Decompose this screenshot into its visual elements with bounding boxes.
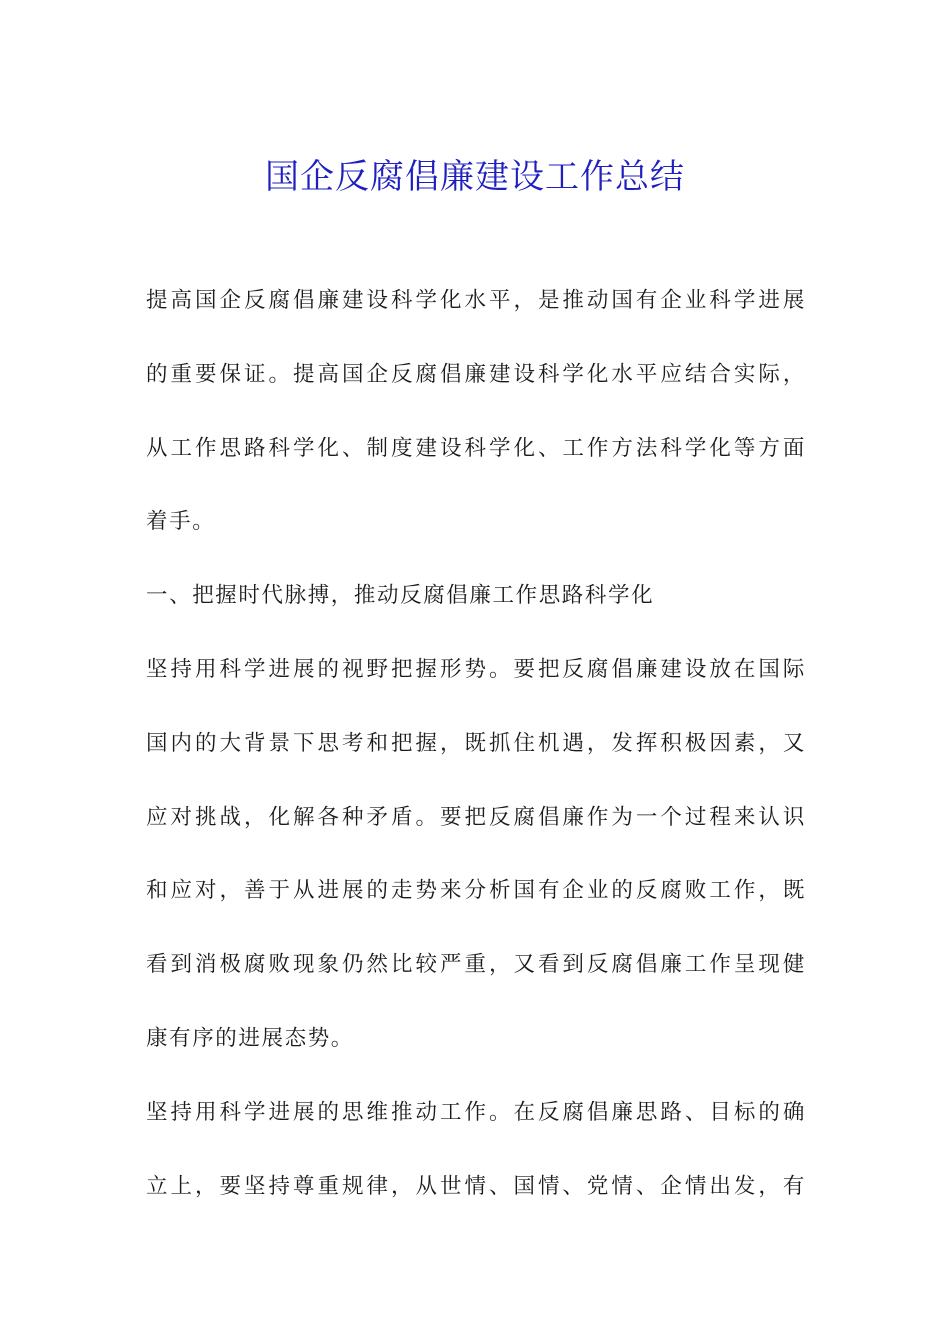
text-line-13: 立上，要坚持尊重规律，从世情、国情、党情、企情出发，有 xyxy=(146,1173,806,1199)
text-line-11: 康有序的进展态势。 xyxy=(146,1025,354,1051)
document-body xyxy=(146,264,806,1223)
text-line-8: 应对挑战，化解各种矛盾。要把反腐倡廉作为一个过程来认识 xyxy=(146,804,806,830)
text-line-9: 和应对，善于从进展的走势来分析国有企业的反腐败工作，既 xyxy=(146,878,806,904)
text-line-3: 从工作思路科学化、制度建设科学化、工作方法科学化等方面 xyxy=(146,435,806,461)
text-line-2: 的重要保证。提高国企反腐倡廉建设科学化水平应结合实际， xyxy=(146,361,806,387)
text-line-1: 提高国企反腐倡廉建设科学化水平，是推动国有企业科学进展 xyxy=(146,288,806,313)
text-line-10: 看到消极腐败现象仍然比较严重，又看到反腐倡廉工作呈现健 xyxy=(146,952,806,978)
text-line-12: 坚持用科学进展的思维推动工作。在反腐倡廉思路、目标的确 xyxy=(146,1099,806,1125)
text-line-6: 坚持用科学进展的视野把握形势。要把反腐倡廉建设放在国际 xyxy=(146,656,806,682)
document-title: 国企反腐倡廉建设工作总结 xyxy=(265,156,685,197)
text-line-4: 着手。 xyxy=(146,509,216,535)
text-line-7: 国内的大背景下思考和把握，既抓住机遇，发挥积极因素，又 xyxy=(146,730,806,756)
section-heading-1: 一、把握时代脉搏，推动反腐倡廉工作思路科学化 xyxy=(146,583,655,609)
